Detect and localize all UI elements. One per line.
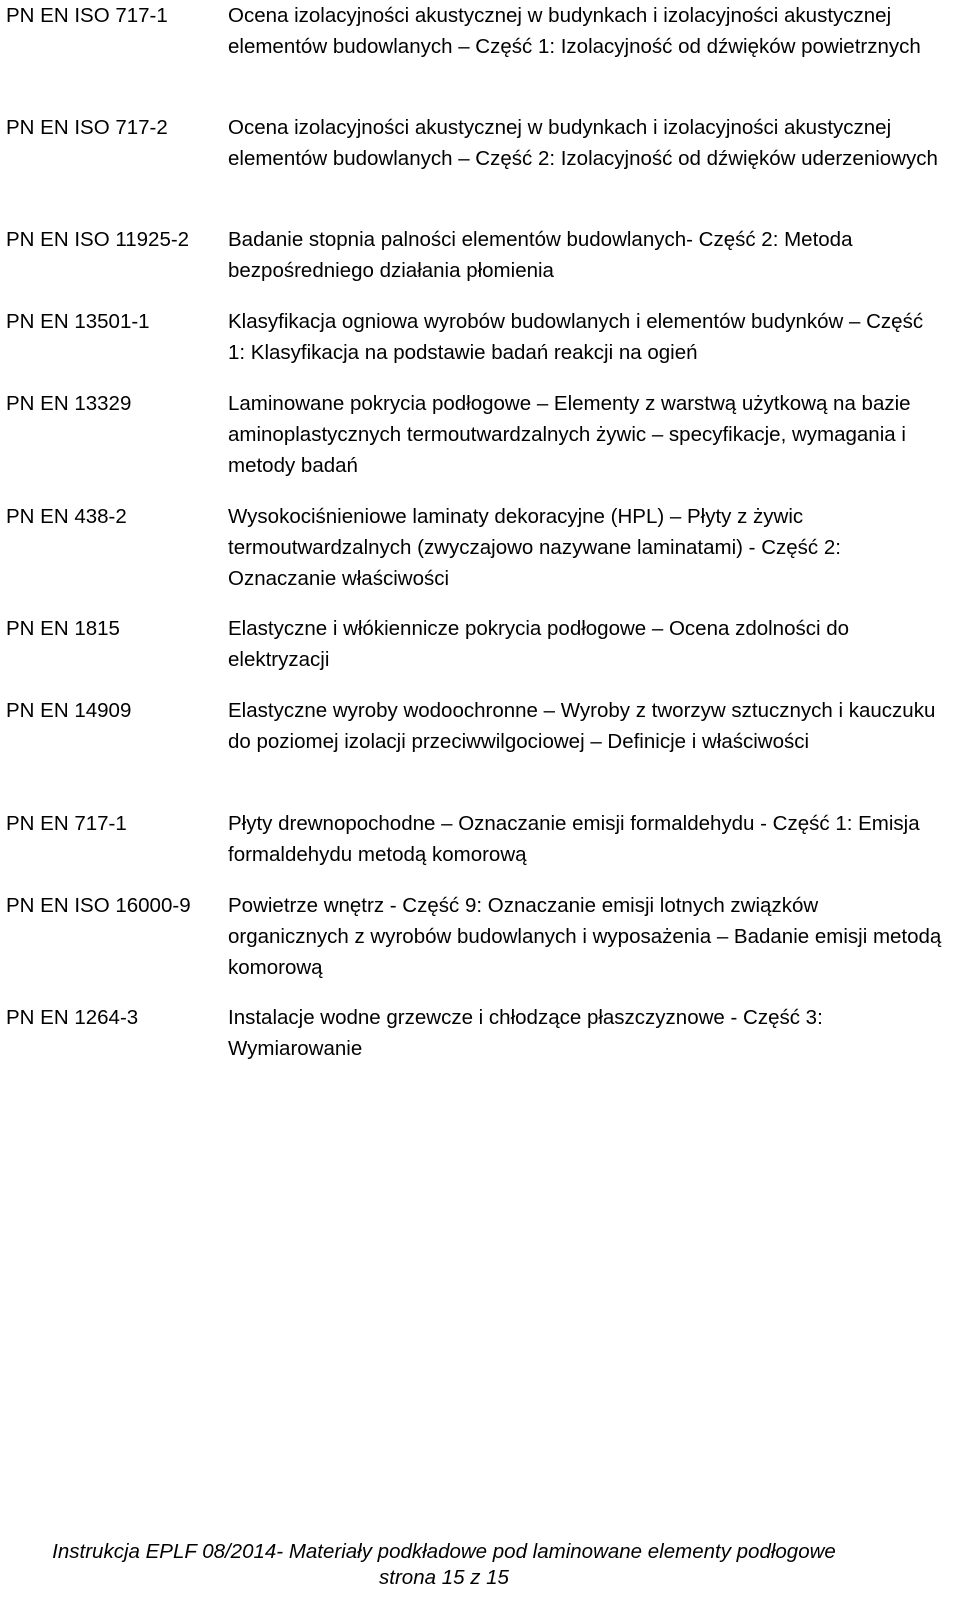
standard-code: PN EN ISO 717-2 [6, 116, 168, 139]
footer-page-number: strona 15 z 15 [379, 1566, 509, 1589]
standard-description: Elastyczne wyroby wodoochronne – Wyroby z tworzyw sztucznych i kauczuku do poziomej izolacji przeciwwilgociowej – Definicje i właściwości [228, 699, 936, 753]
standard-code: PN EN 1264-3 [6, 1006, 139, 1029]
standard-code: PN EN 438-2 [6, 505, 127, 528]
standard-description: Elastyczne i włókiennicze pokrycia podłogowe – Ocena zdolności do elektryzacji [228, 617, 850, 671]
standard-code: PN EN ISO 11925-2 [6, 228, 190, 251]
standard-code: PN EN 13501-1 [6, 310, 150, 333]
standard-description: Instalacje wodne grzewcze i chłodzące płaszczyznowe - Część 3: Wymiarowanie [228, 1006, 823, 1060]
standard-code: PN EN 1815 [6, 617, 120, 640]
standard-code: PN EN 14909 [6, 699, 132, 722]
standard-description: Wysokociśnieniowe laminaty dekoracyjne (HPL) – Płyty z żywic termoutwardzalnych (zwyczajowo nazywane laminatami) - Część 2: Oznaczanie właściwości [228, 505, 841, 590]
standard-code: PN EN 13329 [6, 392, 132, 415]
footer-document-title: Instrukcja EPLF 08/2014- Materiały podkładowe pod laminowane elementy podłogowe [52, 1540, 836, 1563]
standard-code: PN EN ISO 717-1 [6, 4, 168, 27]
standard-code: PN EN ISO 16000-9 [6, 894, 191, 917]
standard-description: Powietrze wnętrz - Część 9: Oznaczanie emisji lotnych związków organicznych z wyrobów budowlanych i wyposażenia – Badanie emisji metodą komorową [228, 894, 942, 979]
standard-description: Ocena izolacyjności akustycznej w budynkach i izolacyjności akustycznej elementów budowlanych – Część 1: Izolacyjność od dźwięków powietrznych [228, 4, 921, 58]
page-footer [0, 1539, 960, 1591]
standard-description: Klasyfikacja ogniowa wyrobów budowlanych i elementów budynków – Część 1: Klasyfikacja na podstawie badań reakcji na ogień [228, 310, 924, 364]
standard-description: Laminowane pokrycia podłogowe – Elementy z warstwą użytkową na bazie aminoplastycznych termoutwardzalnych żywic – specyfikacje, wymagania i metody badań [228, 392, 911, 477]
standard-description: Ocena izolacyjności akustycznej w budynkach i izolacyjności akustycznej elementów budowlanych – Część 2: Izolacyjność od dźwięków uderzeniowych [228, 116, 938, 170]
standard-description: Płyty drewnopochodne – Oznaczanie emisji formaldehydu - Część 1: Emisja formaldehydu metodą komorową [228, 812, 920, 866]
standard-description: Badanie stopnia palności elementów budowlanych- Część 2: Metoda bezpośredniego działania płomienia [228, 228, 853, 282]
standard-code: PN EN 717-1 [6, 812, 127, 835]
